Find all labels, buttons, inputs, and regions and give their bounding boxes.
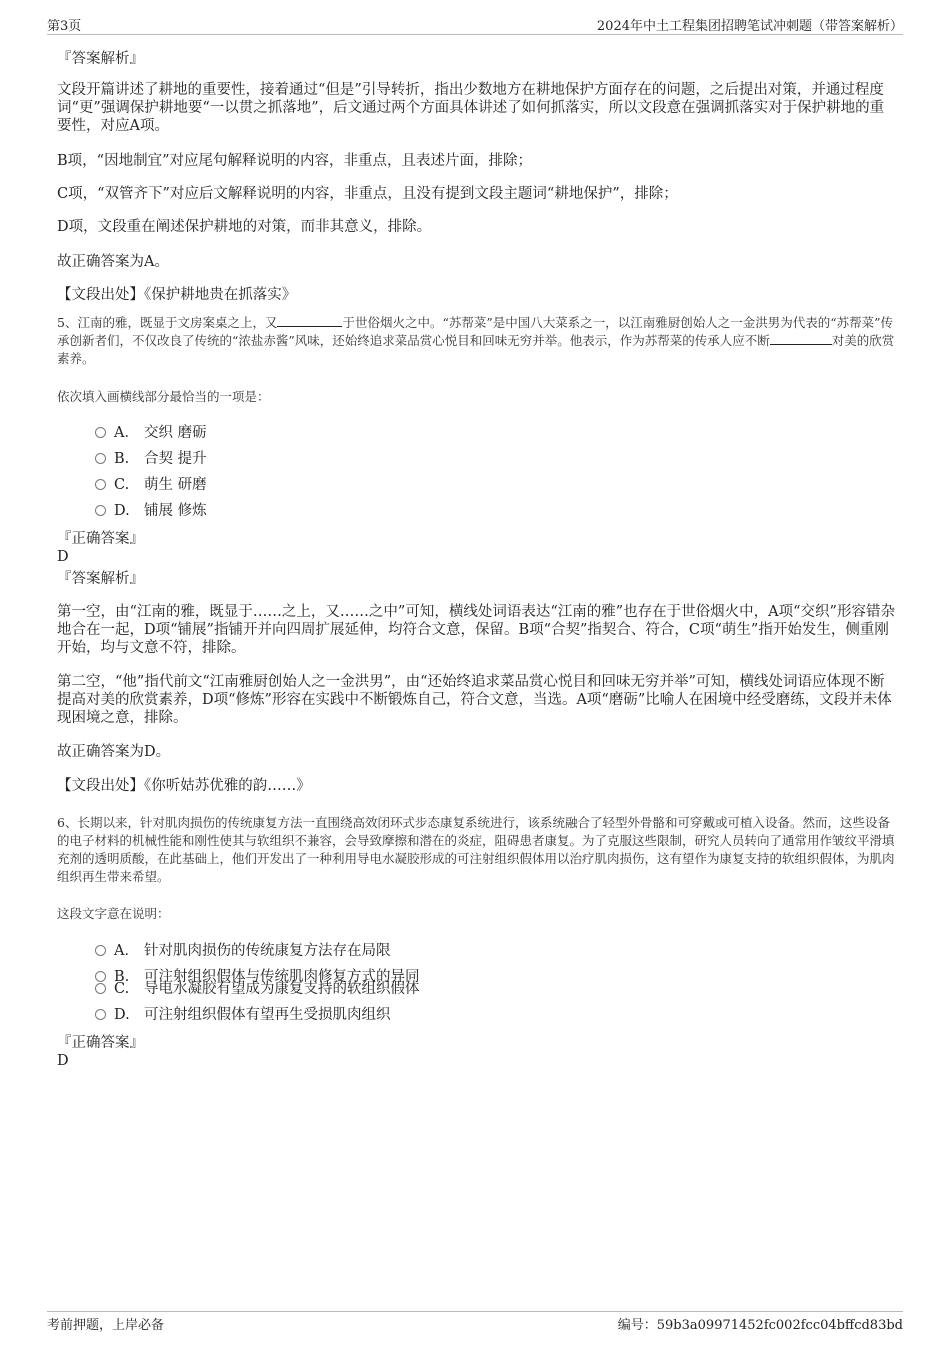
- q5-option-d[interactable]: [95, 502, 207, 520]
- q4-answer-summary: 故正确答案为A。: [57, 254, 169, 270]
- radio-icon[interactable]: [95, 505, 106, 516]
- option-text: 交织 磨砺: [144, 425, 207, 441]
- page-header: [47, 14, 903, 35]
- option-letter: D.: [114, 1007, 130, 1023]
- option-letter: A．: [114, 943, 139, 959]
- q4-analysis-p2: B项，“因地制宜”对应尾句解释说明的内容，非重点，且表述片面，排除；: [57, 153, 532, 169]
- code-value: 59b3a09971452fc002fcc04bffcd83bd: [656, 1318, 903, 1333]
- q4-analysis-label: 『答案解析』: [57, 51, 144, 67]
- q6-option-c[interactable]: [95, 980, 420, 998]
- q5-stem-part3: 对美的欣赏素养。: [57, 333, 895, 366]
- footer-slogan: 考前押题，上岸必备: [47, 1318, 165, 1333]
- code-label: 编号：: [617, 1318, 657, 1333]
- q5-option-a[interactable]: [95, 424, 207, 442]
- option-text: 可注射组织假体有望再生受损肌肉组织: [144, 1007, 391, 1023]
- q4-analysis-p3: C项，“双管齐下”对应后文解释说明的内容，非重点，且没有提到文段主题词“耕地保护”，排除；: [57, 186, 678, 202]
- option-text: 可注射组织假体与传统肌肉修复方式的异同: [144, 969, 420, 985]
- option-letter: C.: [114, 981, 130, 997]
- footer-code: [618, 1314, 903, 1333]
- q6-prompt: 这段文字意在说明：: [57, 906, 170, 921]
- q5-option-b[interactable]: [95, 450, 207, 468]
- q5-answer: D: [57, 549, 69, 565]
- option-text: 合契 提升: [144, 451, 207, 467]
- option-letter: B.: [114, 451, 130, 467]
- option-letter: A．: [114, 425, 139, 441]
- q6-answer-label: 『正确答案』: [57, 1035, 144, 1051]
- q5-stem: [57, 314, 897, 368]
- option-text: 导电水凝胶有望成为康复支持的软组织假体: [144, 981, 420, 997]
- q5-answer-summary: 故正确答案为D。: [57, 744, 171, 760]
- q6-option-a[interactable]: [95, 942, 391, 960]
- q6-option-d[interactable]: [95, 1006, 391, 1024]
- page-number: 第3页: [47, 19, 82, 34]
- option-letter: C.: [114, 477, 130, 493]
- q6-stem: 6、长期以来，针对肌肉损伤的传统康复方法一直围绕高效闭环式步态康复系统进行，该系统融合了轻型外骨骼和可穿戴或可植入设备。然而，这些设备的电子材料的机械性能和刚性使其与软组织不兼容，会导致摩擦和潜在的炎症，阻碍患者康复。为了克服这些限制，研究人员转向了通常用作皱纹平滑填充剂的透明质酸，在此基础上，他们开发出了一种利用导电水凝胶形成的可注射组织假体用以治疗肌肉损伤，这有望作为康复支持的软组织假体，为肌肉组织再生带来希望。: [57, 815, 895, 884]
- option-text: 针对肌肉损伤的传统康复方法存在局限: [144, 943, 391, 959]
- radio-icon[interactable]: [95, 945, 106, 956]
- q5-analysis-label: 『答案解析』: [57, 571, 144, 587]
- q5-analysis-p2: 第二空，“他”指代前文“江南雅厨创始人之一金洪男”，由“还始终追求菜品赏心悦目和回味无穷并举”可知，横线处词语应体现不断提高对美的欣赏素养，D项“修炼”形容在实践中不断锻炼自己，符合文意，当选。A项“磨砺”比喻人在困境中经受磨练，文段并未体现困境之意，排除。: [57, 674, 892, 726]
- q6-answer: D: [57, 1053, 69, 1069]
- q4-analysis-p1: 文段开篇讲述了耕地的重要性，接着通过“但是”引导转折，指出少数地方在耕地保护方面存在的问题，之后提出对策，并通过程度词“更”强调保护耕地要“一以贯之抓落地”，后文通过两个方面具体讲述了如何抓落实，所以文段意在强调抓落实对于保护耕地的重要性，对应A项。: [57, 82, 885, 134]
- q5-analysis-p1: 第一空，由“江南的雅，既显于……之上，又……之中”可知，横线处词语表达“江南的雅”也存在于世俗烟火中，A项“交织”形容错杂地合在一起，D项“铺展”指铺开并向四周扩展延伸，均符合文意，保留。B项“合契”指契合、符合，C项“萌生”指开始发生，侧重刚开始，均与文意不符，排除。: [57, 604, 895, 656]
- q5-source: 【文段出处】《你听姑苏优雅的韵……》: [57, 778, 311, 794]
- radio-icon[interactable]: [95, 479, 106, 490]
- q5-stem-part2: 于世俗烟火之中。“苏帮菜”是中国八大菜系之一，以江南雅厨创始人之一金洪男为代表的“苏帮菜”传承创新者们，不仅改良了传统的“浓盐赤酱”风味，还始终追求菜品赏心悦目和回味无穷并举。他表示，作为苏帮菜的传承人应不断: [57, 315, 894, 348]
- fill-blank-1: [277, 314, 342, 327]
- option-letter: D.: [114, 503, 130, 519]
- q5-answer-label: 『正确答案』: [57, 531, 144, 547]
- option-text: 铺展 修炼: [144, 503, 207, 519]
- q4-source: 【文段出处】《保护耕地贵在抓落实》: [57, 287, 297, 303]
- q4-analysis-p4: D项，文段重在阐述保护耕地的对策，而非其意义，排除。: [57, 219, 432, 235]
- document-title: 2024年中土工程集团招聘笔试冲刺题（带答案解析）: [596, 19, 903, 34]
- radio-icon[interactable]: [95, 427, 106, 438]
- radio-icon[interactable]: [95, 1009, 106, 1020]
- page-footer: [47, 1311, 903, 1334]
- q5-option-c[interactable]: [95, 476, 207, 494]
- q5-prompt: 依次填入画横线部分最恰当的一项是：: [57, 389, 270, 404]
- fill-blank-2: [770, 332, 832, 345]
- q5-stem-part1: 5、江南的雅，既显于文房案桌之上，又: [57, 315, 278, 330]
- radio-icon[interactable]: [95, 453, 106, 464]
- radio-icon[interactable]: [95, 983, 106, 994]
- option-text: 萌生 研磨: [144, 477, 207, 493]
- option-letter: B.: [114, 969, 130, 985]
